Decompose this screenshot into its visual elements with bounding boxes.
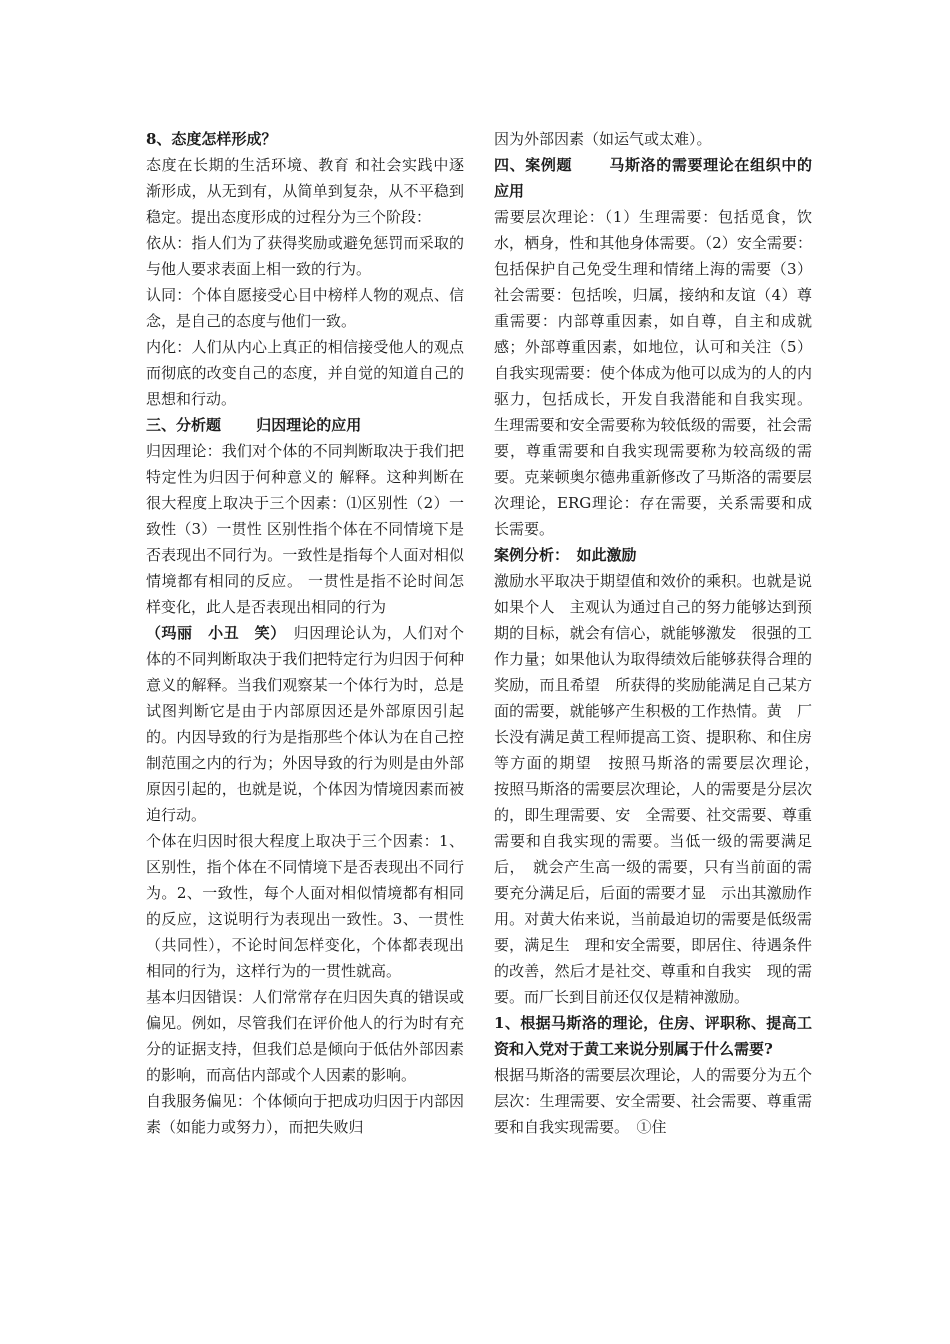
left-column: [146, 126, 464, 1140]
paragraph: 内化：人们从内心上真正的相信接受他人的观点而彻底的改变自己的态度，并自觉的知道自己的思想和行动。: [146, 338, 464, 408]
question-heading: 8、态度怎样形成？: [146, 130, 277, 148]
section-heading: 四、案例题 马斯洛的需要理论在组织中的应用: [494, 156, 812, 200]
right-column: [494, 126, 828, 1140]
paragraph: 归因理论：我们对个体的不同判断取决于我们把特定性为归因于何种意义的 解释。这种判断在很大程度上取决于三个因素：⑴区别性（2）一致性（3）一贯性 区别性指个体在不同情境下是否表现出不同行为。一致性是指每个人面对相似情境都有相同的反应。 一贯性是指不论时间怎样变化，此人是否表现出相同的行为: [146, 442, 464, 616]
paragraph: 态度在长期的生活环境、教育 和社会实践中逐渐形成，从无到有，从简单到复杂，从不平稳到稳定。提出态度形成的过程分为三个阶段：: [146, 156, 464, 226]
paragraph: 依从：指人们为了获得奖励或避免惩罚而采取的与他人要求表面上相一致的行为。: [146, 234, 464, 278]
paragraph-text: 归因理论认为，人们对个体的不同判断取决于我们把特定行为归因于何种意义的解释。当我们观察某一个体行为时，总是试图判断它是由于内部原因还是外部原因引起的。内因导致的行为是指那些个体认为在自己控制范围之内的行为；外因导致的行为则是由外部原因引起的，也就是说，个体因为情境因素而被迫行动。: [146, 624, 464, 824]
paragraph: 因为外部因素（如运气或太难）。: [494, 130, 712, 148]
paragraph: 激励水平取决于期望值和效价的乘积。也就是说如果个人 主观认为通过自己的努力能够达到预期的目标，就会有信心，就能够激发 很强的工作力量；如果他认为取得绩效后能够获得合理的奖励，而且希望 所获得的奖励能满足自己某方面的需要，就能够产生积极的工作热情。黄 厂长没有满足黄工程师提高工资、提职称、和住房等方面的期望 按照马斯洛的需要层次理论， 按照马斯洛的需要层次理论，人的需要是分层次的，即生理需要、安 全需要、社交需要、尊重需要和自我实现的需要。当低一级的需要满足后， 就会产生高一级的需要，只有当前面的需要充分满足后，后面的需要才显 示出其激励作用。对黄大佑来说，当前最迫切的需要是低级需要，满足生 理和安全需要，即居住、待遇条件的改善，然后才是社交、尊重和自我实 现的需要。而厂长到目前还仅仅是精神激励。: [494, 572, 828, 1006]
question-heading: 1、根据马斯洛的理论，住房、评职称、提高工资和入党对于黄工来说分别属于什么需要?: [494, 1014, 812, 1058]
case-heading: 案例分析： 如此激励: [494, 546, 637, 564]
paragraph: [146, 620, 464, 828]
paragraph: 认同：个体自愿接受心目中榜样人物的观点、信念，是自己的态度与他们一致。: [146, 286, 464, 330]
section-heading: 三、分析题 归因理论的应用: [146, 416, 362, 434]
paragraph: 需要层次理论：（1）生理需要：包括觅食，饮水，栖身，性和其他身体需要。（2）安全需要：包括保护自己免受生理和情绪上海的需要（3）社会需要：包括唉，归属，接纳和友谊（4）尊重需要：内部尊重因素，如自尊，自主和成就感；外部尊重因素，如地位，认可和关注（5）自我实现需要：使个体成为他可以成为的人的内驱力，包括成长，开发自我潜能和自我实现。 生理需要和安全需要称为较低级的需要，社会需要，尊重需要和自我实现需要称为较高级的需要。克莱顿奥尔德弗重新修改了马斯洛的需要层次理论，ERG理论：存在需要，关系需要和成长需要。: [494, 208, 812, 538]
paragraph: 个体在归因时很大程度上取决于三个因素：1、区别性，指个体在不同情境下是否表现出不同行为。2、一致性，每个人面对相似情境都有相同的反应，这说明行为表现出一致性。3、一贯性（共同性），不论时间怎样变化，个体都表现出相同的行为，这样行为的一贯性就高。: [146, 832, 464, 980]
paragraph: 根据马斯洛的需要层次理论，人的需要分为五个层次：生理需要、安全需要、社会需要、尊重需要和自我实现需要。 ①住: [494, 1066, 812, 1136]
bold-phrase: （玛丽 小丑 笑）: [146, 624, 279, 642]
paragraph: 基本归因错误：人们常常存在归因失真的错误或偏见。例如，尽管我们在评价他人的行为时有充分的证据支持，但我们总是倾向于低估外部因素的影响，而高估内部或个人因素的影响。: [146, 988, 464, 1084]
paragraph: 自我服务偏见：个体倾向于把成功归因于内部因素（如能力或努力），而把失败归: [146, 1092, 464, 1136]
